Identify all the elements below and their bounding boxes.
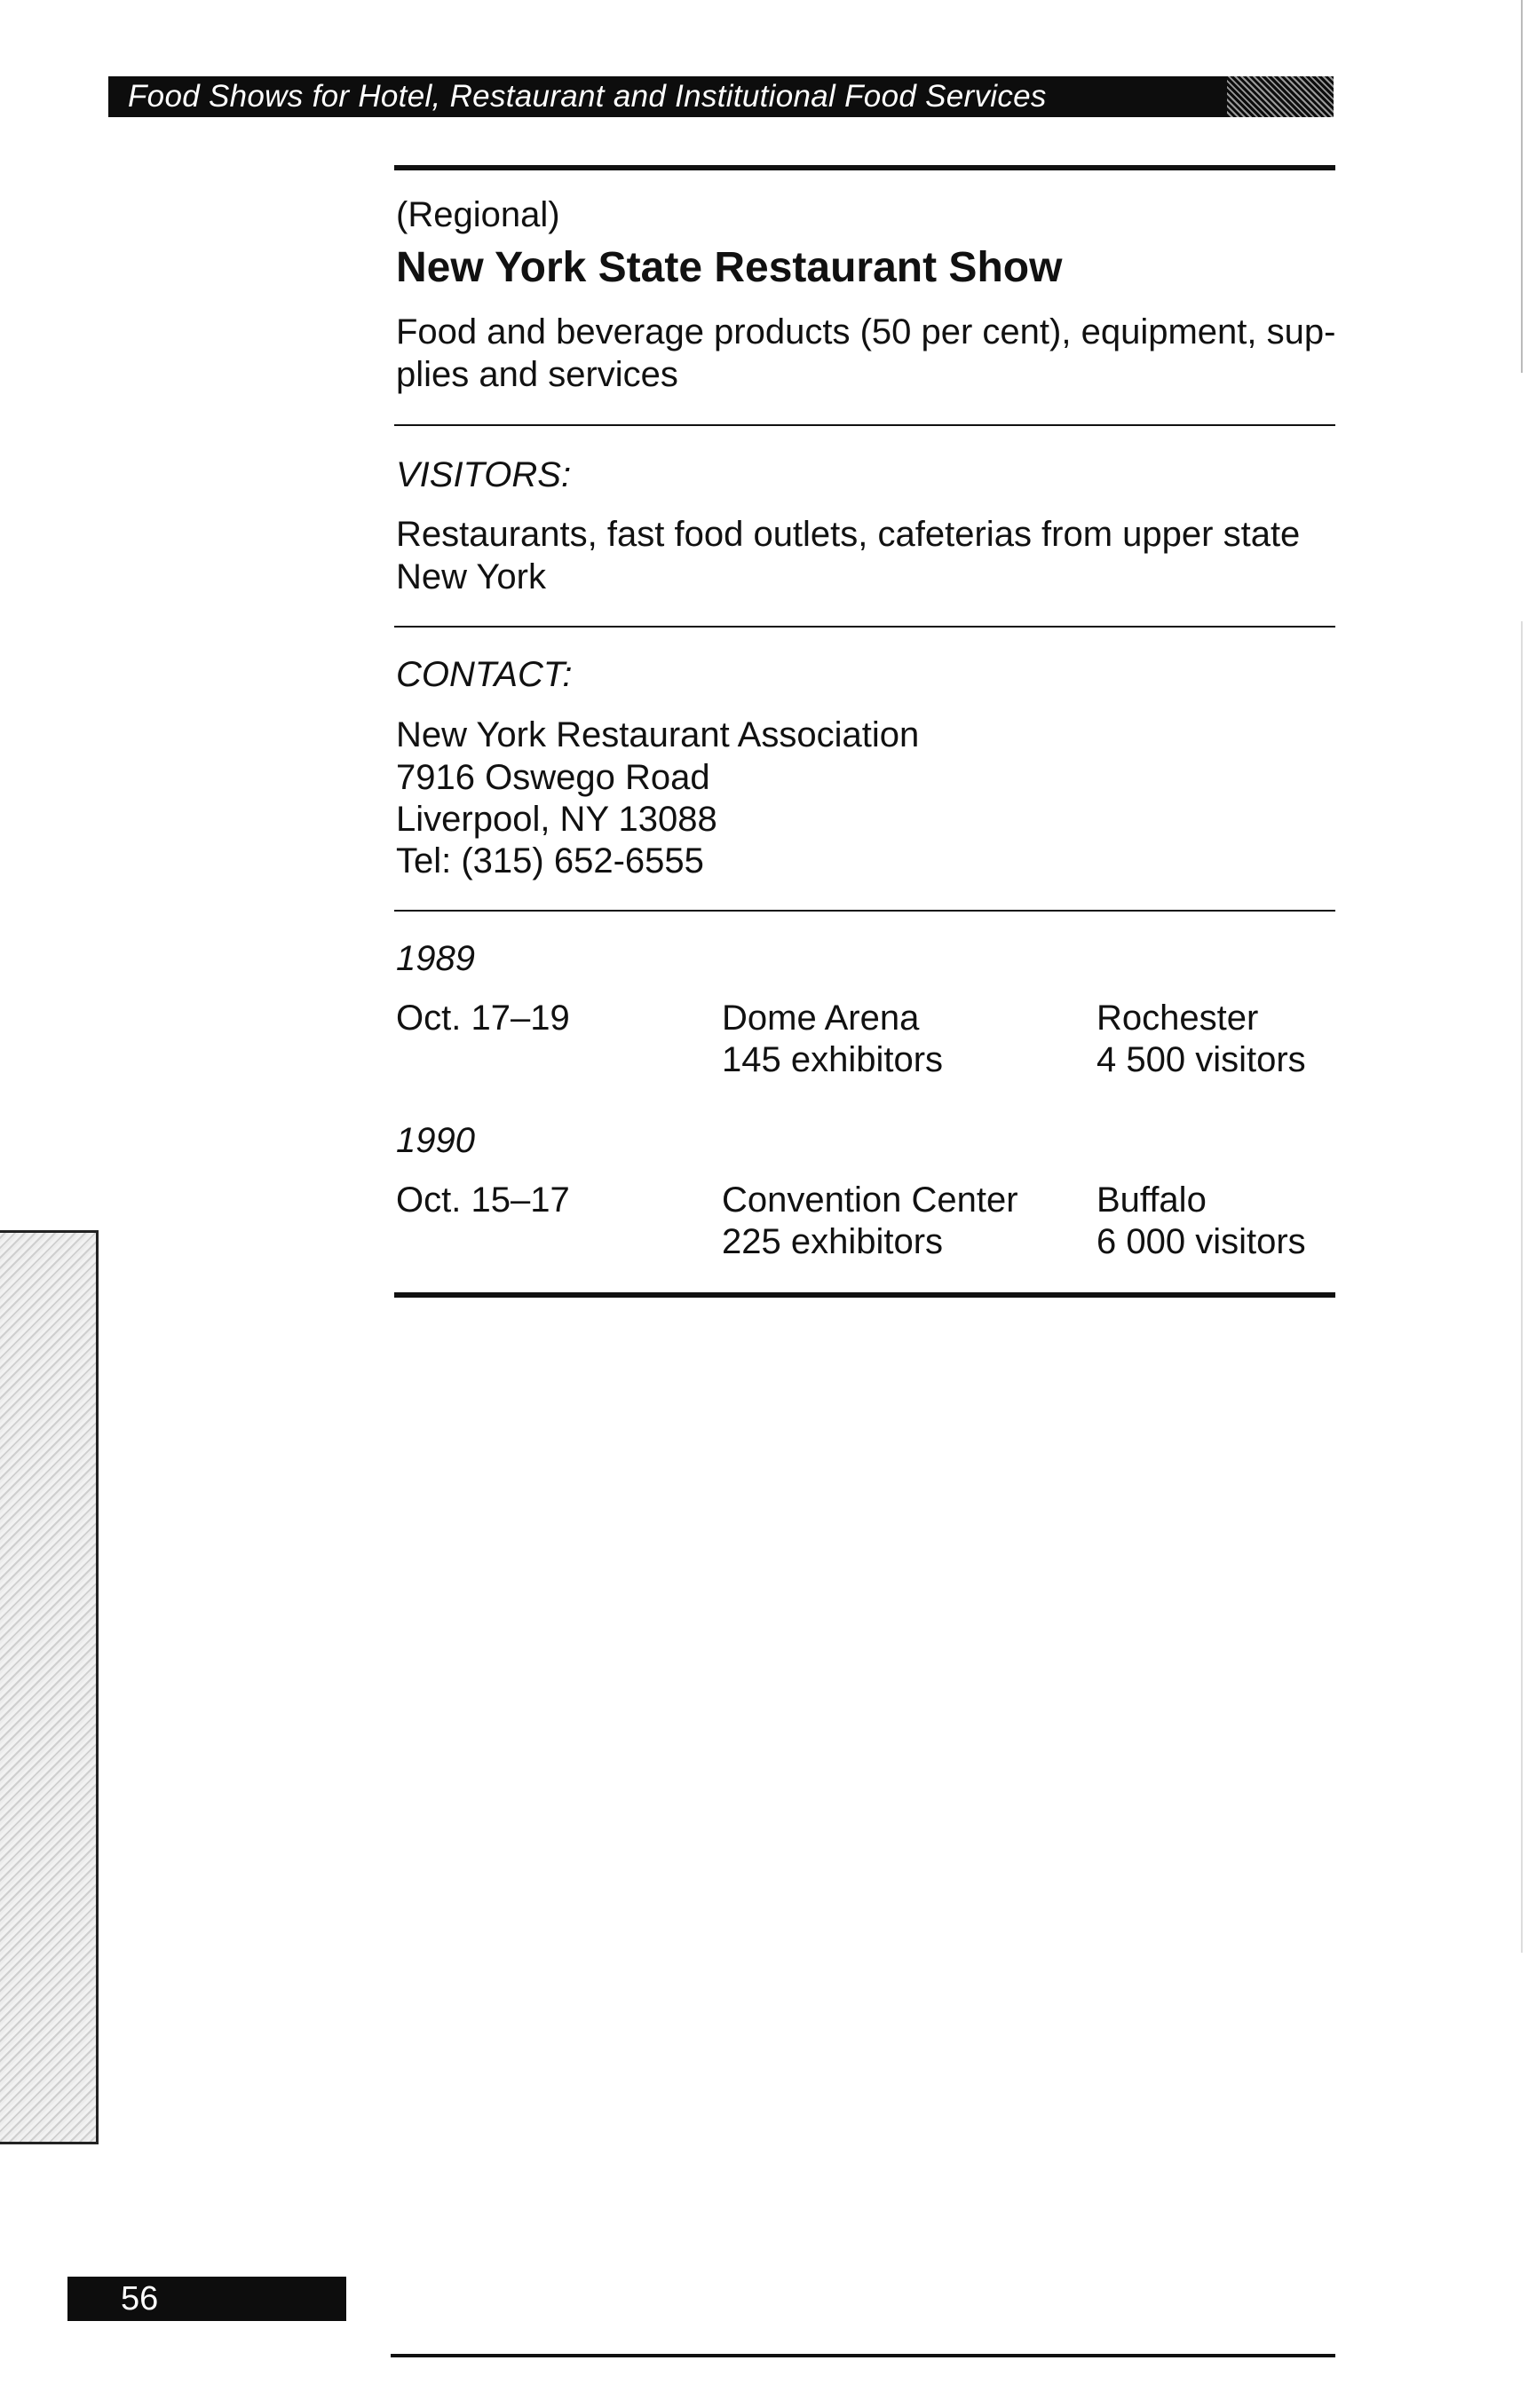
header-halftone-decoration <box>1227 76 1334 117</box>
visitors-line-2: New York <box>396 557 546 596</box>
event-exhibitors: 145 exhibitors <box>722 1040 944 1079</box>
section-divider <box>394 910 1335 912</box>
bottom-rule <box>394 1292 1335 1298</box>
top-rule <box>394 165 1335 170</box>
show-category: (Regional) <box>396 195 560 234</box>
running-header-band <box>108 76 1334 117</box>
side-thumb-tab <box>0 1230 99 2144</box>
visitors-label: VISITORS: <box>396 455 572 494</box>
event-city: Rochester <box>1097 999 1259 1038</box>
show-description-line-2: plies and services <box>396 355 678 394</box>
event-city: Buffalo <box>1097 1180 1207 1220</box>
visitors-line-1: Restaurants, fast food outlets, cafeterias from upper state <box>396 515 1301 554</box>
contact-city: Liverpool, NY 13088 <box>396 800 717 839</box>
contact-label: CONTACT: <box>396 655 573 694</box>
page-edge-mark <box>1521 621 1523 1953</box>
event-exhibitors: 225 exhibitors <box>722 1222 944 1261</box>
event-visitors: 4 500 visitors <box>1097 1040 1306 1079</box>
page-edge-mark <box>1521 0 1523 373</box>
event-venue: Dome Arena <box>722 999 920 1038</box>
event-year: 1989 <box>396 939 475 978</box>
contact-organization: New York Restaurant Association <box>396 715 920 754</box>
event-dates: Oct. 15–17 <box>396 1180 570 1220</box>
section-divider <box>394 424 1335 426</box>
running-header-title: Food Shows for Hotel, Restaurant and Institutional Food Services <box>128 79 1047 114</box>
section-divider <box>394 626 1335 628</box>
show-title: New York State Restaurant Show <box>396 244 1063 291</box>
page-number-box <box>67 2277 346 2321</box>
event-dates: Oct. 17–19 <box>396 999 570 1038</box>
event-year: 1990 <box>396 1121 475 1160</box>
event-visitors: 6 000 visitors <box>1097 1222 1306 1261</box>
show-description-line-1: Food and beverage products (50 per cent), equipment, sup- <box>396 312 1336 351</box>
contact-phone: Tel: (315) 652-6555 <box>396 841 704 880</box>
page-number: 56 <box>121 2280 159 2317</box>
event-venue: Convention Center <box>722 1180 1018 1220</box>
footer-rule <box>391 2354 1335 2357</box>
contact-street: 7916 Oswego Road <box>396 758 710 797</box>
